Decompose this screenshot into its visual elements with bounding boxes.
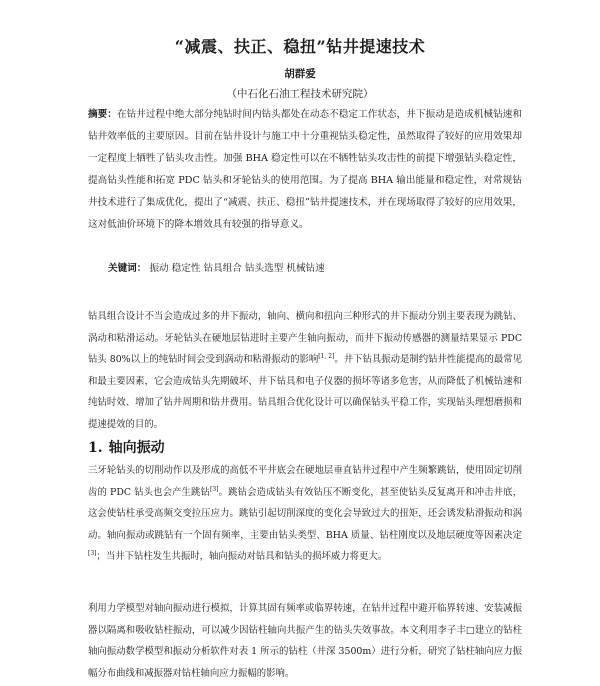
keywords xyxy=(108,262,528,276)
intro-paragraph xyxy=(88,306,522,436)
keywords-label: 关键词： xyxy=(108,263,147,274)
citation: [3] xyxy=(88,550,97,558)
section-title: 轴向振动 xyxy=(108,440,165,456)
citation: [3] xyxy=(210,485,219,493)
section1-paragraph-1 xyxy=(88,460,522,568)
intro-text-1: 钻具组合设计不当会造成过多的井下振动，轴向、横向和扭向三种形式的井下振动分别主要表现为跳钻、涡动和粘滑运动。牙轮钻头在硬地层钻进时主要产生轴向振动，而井下振动传感器的测量结果显示 PDC 钻头 80%以上的纯钻时间会受到涡动和粘滑振动的影响 xyxy=(88,311,522,366)
section1-paragraph-2: 利用力学模型对轴向振动进行模拟，计算其固有频率或临界转速，在钻井过程中避开临界转速、安装减振器以隔离和吸收钻柱振动，可以减少因钻柱轴向共振产生的钻头失效事故。本文利用李子丰□建立的钻柱轴向振动数学模型和振动分析软件对表 1 所示的钻柱（井深 3500m）进行分析，研究了钻柱轴向应力振幅分布曲线和减振器对钻柱轴向应力振幅的影响。 xyxy=(88,603,522,679)
abstract xyxy=(88,104,522,236)
section-number: 1. xyxy=(88,440,103,456)
author-name: 胡群爱 xyxy=(284,68,316,80)
s1p1-text-a: 三牙轮钻头的切削动作以及形成的高低不平井底会在硬地层垂直钻井过程中产生频繁跳钻，使用固定切削齿的 PDC 钻头也会产生跳钻 xyxy=(88,465,522,498)
intro-text-2: 。井下钻具振动是制约钻井性能提高的最常见和最主要因素，它会造成钻头先期破坏、井下钻具和电子仪器的损坏等诸多危害，从而降低了机械钻速和纯钻时效、增加了钻井周期和钻井费用。钻具组合优化设计可以确保钻头平稳工作，实现钻头理想磨损和提速提效的目的。 xyxy=(88,354,522,430)
section-heading xyxy=(88,437,165,457)
s1p1-text-b: 。跳钻会造成钻头有效钻压不断变化，甚至使钻头反复离开和冲击井底，这会使钻柱承受高频交变拉压应力。跳钻引起切削深度的变化会导致过大的扭矩，还会诱发粘滑振动和涡动。轴向振动或跳钻有一个固有频率，主要由钻头类型、BHA 质量、钻柱刚度以及地层硬度等因素决定 xyxy=(88,486,522,541)
abstract-label: 摘要： xyxy=(88,109,117,120)
author-affiliation: （中石化石油工程技术研究院） xyxy=(226,88,374,100)
s1p1-text-c: ；当井下钻柱发生共振时，轴向振动对钻具和钻头的损坏威力将更大。 xyxy=(96,551,388,563)
abstract-text: 在钻井过程中绝大部分纯钻时间内钻头都处在动态不稳定工作状态，井下振动是造成机械钻速和钻井效率低的主要原因。目前在钻井设计与施工中十分重视钻头稳定性，虽然取得了较好的应用效果却一定程度上牺牲了钻头攻击性。加强 BHA 稳定性可以在不牺牲钻头攻击性的前提下增强钻头稳定性，提高钻头性能和拓宽 PDC 钻头和牙轮钻头的使用范围。为了提高 BHA 输出能量和稳定性，对常规钻井技术进行了集成优化，提出了“减震、扶正、稳扭”钻井提速技术，并在现场取得了较好的应用效果，这对低油价环境下的降本增效具有较强的指导意义。 xyxy=(88,109,522,230)
keywords-text: 振动 稳定性 钻具组合 钻头选型 机械钻速 xyxy=(149,263,325,274)
paper-title: “减震、扶正、稳扭”钻井提速技术 xyxy=(174,37,426,56)
citation: [1, 2] xyxy=(318,353,335,361)
